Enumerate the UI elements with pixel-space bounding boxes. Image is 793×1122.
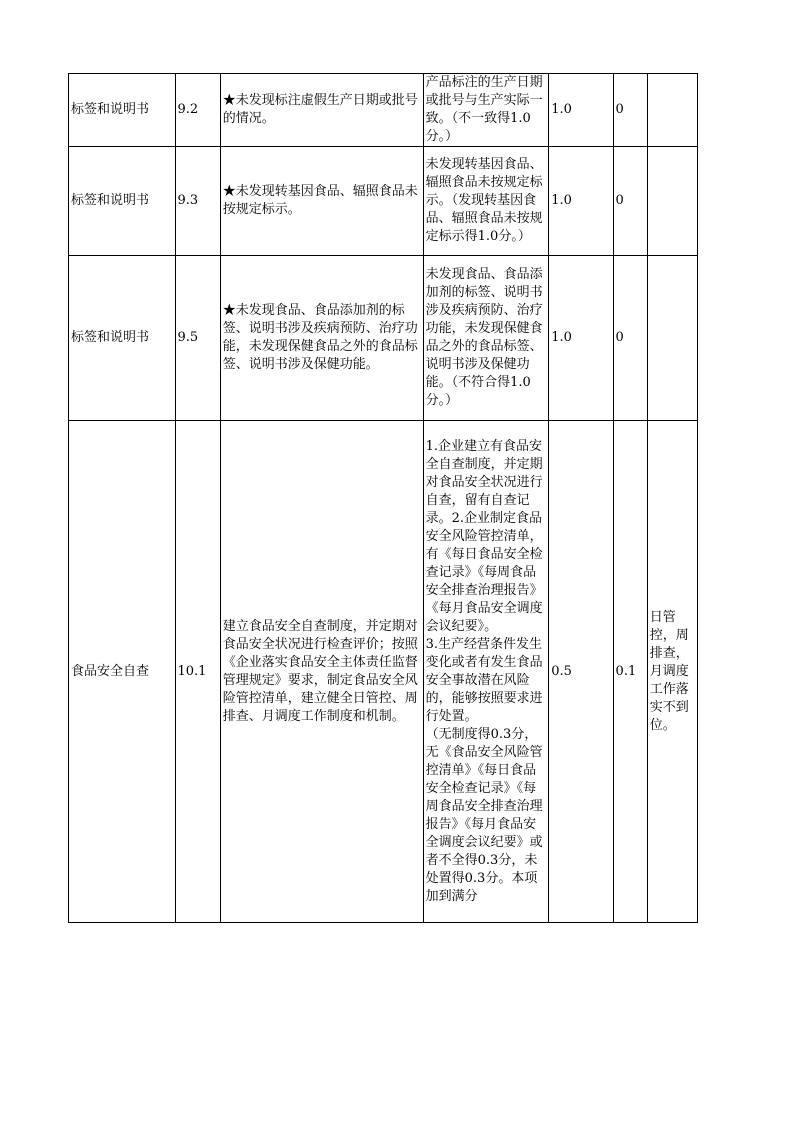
requirement-cell: ★未发现标注虚假生产日期或批号的情况。 <box>220 74 423 147</box>
deduction-cell: 0.1 <box>613 421 647 923</box>
table-row <box>69 74 698 147</box>
category-cell: 食品安全自查 <box>69 421 176 923</box>
inspection-score-table <box>68 73 698 923</box>
requirement-cell: ★未发现食品、食品添加剂的标签、说明书涉及疾病预防、治疗功能，未发现保健食品之外的食品标签、说明书涉及保健功能。 <box>220 256 423 421</box>
criteria-cell: 未发现转基因食品、辐照食品未按规定标示。（发现转基因食品、辐照食品未按规定标示得1.0分。） <box>423 147 549 256</box>
criteria-cell: 未发现食品、食品添加剂的标签、说明书涉及疾病预防、治疗功能，未发现保健食品之外的食品标签、说明书涉及保健功能。（不符合得1.0分。） <box>423 256 549 421</box>
deduction-cell: 0 <box>613 256 647 421</box>
score-cell: 1.0 <box>549 256 613 421</box>
category-cell: 标签和说明书 <box>69 74 176 147</box>
score-cell: 1.0 <box>549 147 613 256</box>
item-code-cell: 9.3 <box>175 147 220 256</box>
deduction-cell: 0 <box>613 74 647 147</box>
category-cell: 标签和说明书 <box>69 147 176 256</box>
score-cell: 1.0 <box>549 74 613 147</box>
table-row <box>69 147 698 256</box>
item-code-cell: 9.5 <box>175 256 220 421</box>
item-code-cell: 9.2 <box>175 74 220 147</box>
category-cell: 标签和说明书 <box>69 256 176 421</box>
deduction-cell: 0 <box>613 147 647 256</box>
criteria-cell: 产品标注的生产日期或批号与生产实际一致。（不一致得1.0分。） <box>423 74 549 147</box>
note-cell: 日管控，周排查，月调度工作落实不到位。 <box>647 421 697 923</box>
item-code-cell: 10.1 <box>175 421 220 923</box>
table-row <box>69 256 698 421</box>
requirement-cell: 建立食品安全自查制度，并定期对食品安全状况进行检查评价；按照《企业落实食品安全主体责任监督管理规定》要求，制定食品安全风险管控清单，建立健全日管控、周排查、月调度工作制度和机制。 <box>220 421 423 923</box>
note-cell <box>647 74 697 147</box>
note-cell <box>647 147 697 256</box>
requirement-cell: ★未发现转基因食品、辐照食品未按规定标示。 <box>220 147 423 256</box>
note-cell <box>647 256 697 421</box>
criteria-cell: 1.企业建立有食品安全自查制度，并定期对食品安全状况进行自查，留有自查记录。2.企业制定食品安全风险管控清单，有《每日食品安全检查记录》《每周食品安全排查治理报告》《每月食品安全调度会议纪要》。 3.生产经营条件发生变化或者有发生食品安全事故潜在风险的，能够按照要求进行处置。 （无制度得0.3分，无《食品安全风险管控清单》《每日食品安全检查记录》《每周食品安全排查治理报告》《每月食品安全调度会议纪要》或者不全得0.3分，未处置得0.3分。本项加到满分 <box>423 421 549 923</box>
table-row <box>69 421 698 923</box>
score-cell: 0.5 <box>549 421 613 923</box>
